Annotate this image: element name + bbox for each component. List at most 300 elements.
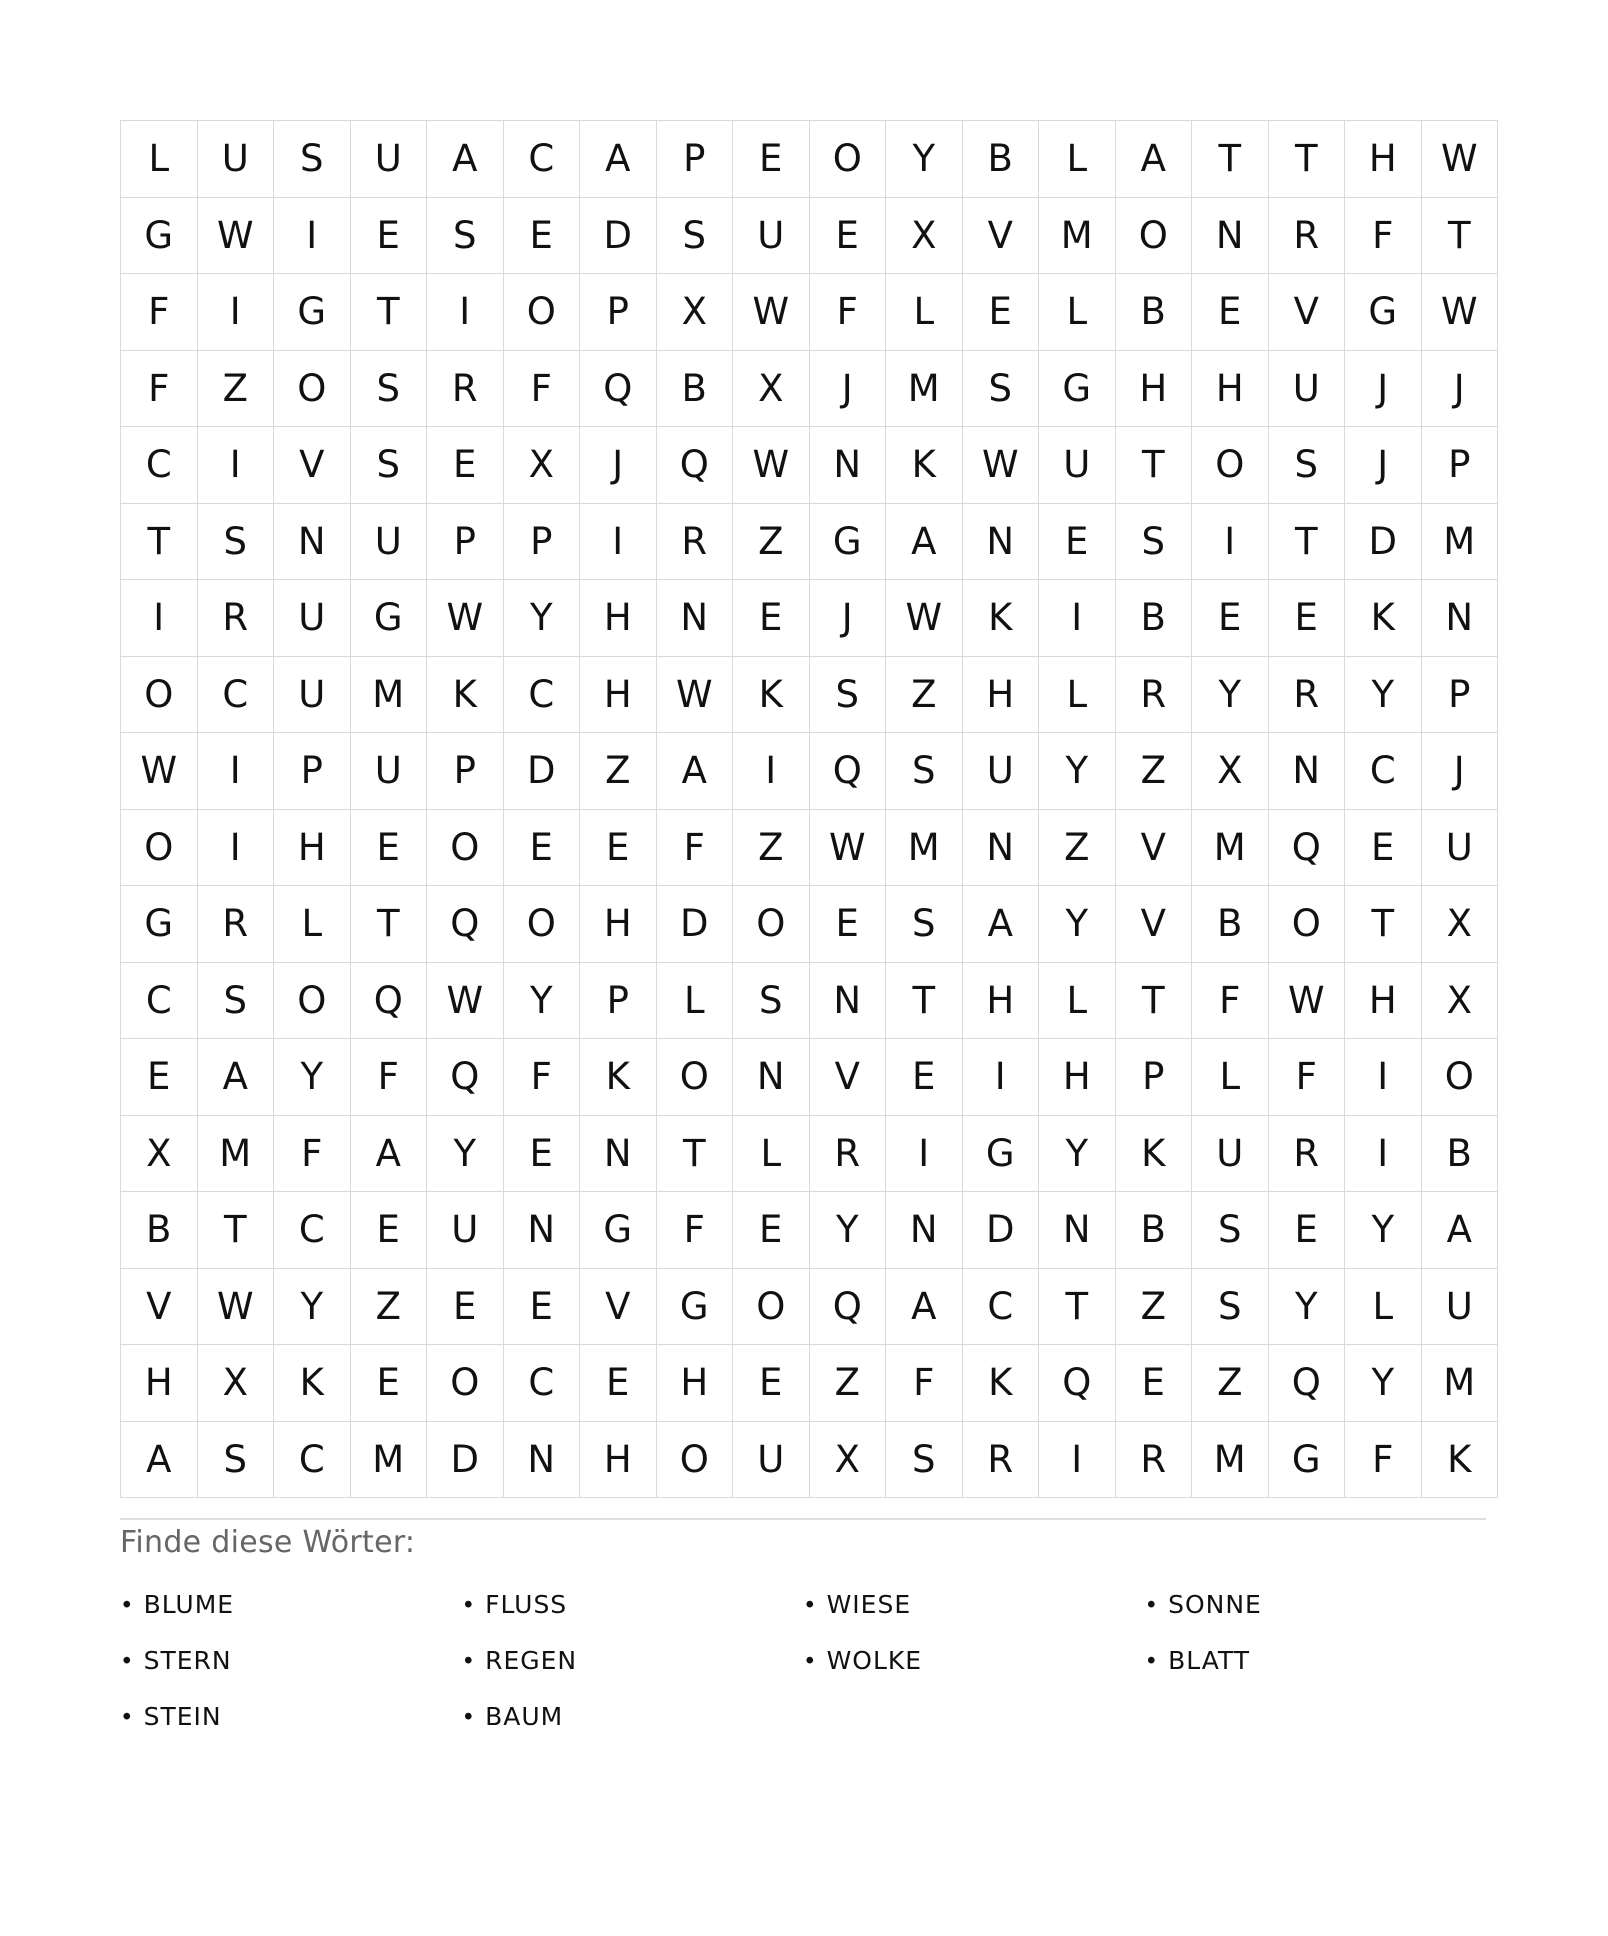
grid-cell[interactable]: U [1268, 350, 1345, 427]
grid-cell[interactable]: N [1421, 580, 1498, 657]
grid-cell[interactable]: O [733, 886, 810, 963]
grid-cell[interactable]: X [733, 350, 810, 427]
grid-cell[interactable]: I [274, 197, 351, 274]
grid-cell[interactable]: U [274, 656, 351, 733]
grid-cell[interactable]: G [1039, 350, 1116, 427]
grid-cell[interactable]: A [350, 1115, 427, 1192]
grid-cell[interactable]: U [1421, 809, 1498, 886]
grid-cell[interactable]: E [350, 1192, 427, 1269]
grid-cell[interactable]: K [733, 656, 810, 733]
grid-cell[interactable]: O [503, 274, 580, 351]
grid-cell[interactable]: I [580, 503, 657, 580]
grid-cell[interactable]: S [962, 350, 1039, 427]
grid-cell[interactable]: Z [733, 503, 810, 580]
grid-cell[interactable]: Y [427, 1115, 504, 1192]
grid-cell[interactable]: P [656, 121, 733, 198]
grid-cell[interactable]: F [503, 1039, 580, 1116]
grid-cell[interactable]: V [1115, 886, 1192, 963]
grid-cell[interactable]: E [886, 1039, 963, 1116]
grid-cell[interactable]: F [656, 1192, 733, 1269]
grid-cell[interactable]: P [503, 503, 580, 580]
grid-cell[interactable]: Z [733, 809, 810, 886]
grid-cell[interactable]: S [656, 197, 733, 274]
grid-cell[interactable]: G [1345, 274, 1422, 351]
grid-cell[interactable]: T [1345, 886, 1422, 963]
grid-cell[interactable]: J [580, 427, 657, 504]
grid-cell[interactable]: F [1345, 1421, 1422, 1498]
grid-cell[interactable]: X [809, 1421, 886, 1498]
grid-cell[interactable]: Y [1345, 1345, 1422, 1422]
grid-cell[interactable]: F [274, 1115, 351, 1192]
grid-cell[interactable]: V [1115, 809, 1192, 886]
grid-cell[interactable]: O [1115, 197, 1192, 274]
grid-cell[interactable]: Z [350, 1268, 427, 1345]
grid-cell[interactable]: K [580, 1039, 657, 1116]
grid-cell[interactable]: E [580, 1345, 657, 1422]
grid-cell[interactable]: W [733, 427, 810, 504]
grid-cell[interactable]: S [197, 503, 274, 580]
grid-cell[interactable]: E [121, 1039, 198, 1116]
grid-cell[interactable]: N [1192, 197, 1269, 274]
grid-cell[interactable]: E [427, 427, 504, 504]
grid-cell[interactable]: Y [1039, 886, 1116, 963]
grid-cell[interactable]: X [197, 1345, 274, 1422]
grid-cell[interactable]: E [1039, 503, 1116, 580]
grid-cell[interactable]: R [809, 1115, 886, 1192]
grid-cell[interactable]: Y [1268, 1268, 1345, 1345]
grid-cell[interactable]: E [1268, 1192, 1345, 1269]
grid-cell[interactable]: H [580, 580, 657, 657]
grid-cell[interactable]: E [503, 197, 580, 274]
grid-cell[interactable]: Z [580, 733, 657, 810]
grid-cell[interactable]: D [427, 1421, 504, 1498]
grid-cell[interactable]: R [1268, 1115, 1345, 1192]
grid-cell[interactable]: I [427, 274, 504, 351]
grid-cell[interactable]: S [197, 1421, 274, 1498]
grid-cell[interactable]: L [1192, 1039, 1269, 1116]
grid-cell[interactable]: N [503, 1421, 580, 1498]
grid-cell[interactable]: E [733, 1345, 810, 1422]
grid-cell[interactable]: J [809, 580, 886, 657]
grid-cell[interactable]: F [656, 809, 733, 886]
grid-cell[interactable]: F [121, 274, 198, 351]
grid-cell[interactable]: T [656, 1115, 733, 1192]
grid-cell[interactable]: E [427, 1268, 504, 1345]
grid-cell[interactable]: L [1039, 656, 1116, 733]
grid-cell[interactable]: A [197, 1039, 274, 1116]
grid-cell[interactable]: I [1192, 503, 1269, 580]
grid-cell[interactable]: E [733, 121, 810, 198]
grid-cell[interactable]: R [197, 580, 274, 657]
grid-cell[interactable]: U [1421, 1268, 1498, 1345]
grid-cell[interactable]: I [1345, 1115, 1422, 1192]
grid-cell[interactable]: A [886, 503, 963, 580]
grid-cell[interactable]: K [962, 580, 1039, 657]
grid-cell[interactable]: E [733, 580, 810, 657]
grid-cell[interactable]: M [1421, 1345, 1498, 1422]
grid-cell[interactable]: L [886, 274, 963, 351]
grid-cell[interactable]: H [962, 962, 1039, 1039]
grid-cell[interactable]: P [580, 962, 657, 1039]
grid-cell[interactable]: H [1345, 121, 1422, 198]
grid-cell[interactable]: H [580, 886, 657, 963]
grid-cell[interactable]: A [121, 1421, 198, 1498]
grid-cell[interactable]: W [427, 962, 504, 1039]
grid-cell[interactable]: S [809, 656, 886, 733]
grid-cell[interactable]: C [1345, 733, 1422, 810]
grid-cell[interactable]: O [809, 121, 886, 198]
grid-cell[interactable]: U [733, 1421, 810, 1498]
grid-cell[interactable]: I [121, 580, 198, 657]
grid-cell[interactable]: U [197, 121, 274, 198]
grid-cell[interactable]: J [1421, 733, 1498, 810]
grid-cell[interactable]: J [1345, 350, 1422, 427]
grid-cell[interactable]: G [809, 503, 886, 580]
grid-cell[interactable]: F [1345, 197, 1422, 274]
grid-cell[interactable]: V [962, 197, 1039, 274]
grid-cell[interactable]: C [503, 1345, 580, 1422]
grid-cell[interactable]: M [1039, 197, 1116, 274]
grid-cell[interactable]: V [580, 1268, 657, 1345]
grid-cell[interactable]: G [580, 1192, 657, 1269]
grid-cell[interactable]: N [733, 1039, 810, 1116]
grid-cell[interactable]: T [350, 274, 427, 351]
grid-cell[interactable]: I [197, 733, 274, 810]
grid-cell[interactable]: O [1192, 427, 1269, 504]
grid-cell[interactable]: Q [427, 886, 504, 963]
grid-cell[interactable]: A [886, 1268, 963, 1345]
grid-cell[interactable]: G [350, 580, 427, 657]
grid-cell[interactable]: T [886, 962, 963, 1039]
grid-cell[interactable]: W [733, 274, 810, 351]
grid-cell[interactable]: S [886, 886, 963, 963]
grid-cell[interactable]: L [1039, 962, 1116, 1039]
grid-cell[interactable]: P [274, 733, 351, 810]
grid-cell[interactable]: N [656, 580, 733, 657]
grid-cell[interactable]: V [274, 427, 351, 504]
grid-cell[interactable]: X [1192, 733, 1269, 810]
grid-cell[interactable]: L [1039, 121, 1116, 198]
grid-cell[interactable]: R [1115, 656, 1192, 733]
grid-cell[interactable]: W [197, 1268, 274, 1345]
grid-cell[interactable]: W [656, 656, 733, 733]
grid-cell[interactable]: Y [274, 1268, 351, 1345]
grid-cell[interactable]: A [962, 886, 1039, 963]
grid-cell[interactable]: B [1421, 1115, 1498, 1192]
grid-cell[interactable]: E [350, 1345, 427, 1422]
grid-cell[interactable]: E [733, 1192, 810, 1269]
grid-cell[interactable]: H [1039, 1039, 1116, 1116]
grid-cell[interactable]: Q [656, 427, 733, 504]
grid-cell[interactable]: T [1115, 427, 1192, 504]
grid-cell[interactable]: Y [1345, 656, 1422, 733]
grid-cell[interactable]: M [197, 1115, 274, 1192]
grid-cell[interactable]: P [580, 274, 657, 351]
grid-cell[interactable]: J [809, 350, 886, 427]
grid-cell[interactable]: U [350, 121, 427, 198]
grid-cell[interactable]: B [1115, 1192, 1192, 1269]
grid-cell[interactable]: N [962, 809, 1039, 886]
grid-cell[interactable]: O [656, 1421, 733, 1498]
grid-cell[interactable]: E [809, 886, 886, 963]
grid-cell[interactable]: Z [1192, 1345, 1269, 1422]
grid-cell[interactable]: M [1192, 809, 1269, 886]
grid-cell[interactable]: Z [197, 350, 274, 427]
grid-cell[interactable]: N [809, 962, 886, 1039]
grid-cell[interactable]: E [580, 809, 657, 886]
grid-cell[interactable]: C [274, 1192, 351, 1269]
grid-cell[interactable]: M [1192, 1421, 1269, 1498]
grid-cell[interactable]: M [350, 656, 427, 733]
grid-cell[interactable]: I [1039, 580, 1116, 657]
grid-cell[interactable]: S [1192, 1192, 1269, 1269]
grid-cell[interactable]: C [121, 427, 198, 504]
grid-cell[interactable]: E [503, 809, 580, 886]
grid-cell[interactable]: D [503, 733, 580, 810]
grid-cell[interactable]: W [197, 197, 274, 274]
grid-cell[interactable]: Z [1039, 809, 1116, 886]
grid-cell[interactable]: O [274, 350, 351, 427]
grid-cell[interactable]: H [580, 1421, 657, 1498]
grid-cell[interactable]: Y [1039, 733, 1116, 810]
grid-cell[interactable]: E [1192, 274, 1269, 351]
grid-cell[interactable]: P [1421, 656, 1498, 733]
grid-cell[interactable]: X [1421, 962, 1498, 1039]
grid-cell[interactable]: U [733, 197, 810, 274]
grid-cell[interactable]: N [809, 427, 886, 504]
grid-cell[interactable]: L [733, 1115, 810, 1192]
grid-cell[interactable]: R [1115, 1421, 1192, 1498]
grid-cell[interactable]: K [1345, 580, 1422, 657]
grid-cell[interactable]: E [350, 197, 427, 274]
grid-cell[interactable]: C [503, 121, 580, 198]
grid-cell[interactable]: E [503, 1268, 580, 1345]
grid-cell[interactable]: O [503, 886, 580, 963]
grid-cell[interactable]: T [1192, 121, 1269, 198]
grid-cell[interactable]: G [1268, 1421, 1345, 1498]
grid-cell[interactable]: Q [809, 1268, 886, 1345]
grid-cell[interactable]: L [274, 886, 351, 963]
grid-cell[interactable]: Y [1039, 1115, 1116, 1192]
grid-cell[interactable]: Y [1192, 656, 1269, 733]
grid-cell[interactable]: T [1268, 121, 1345, 198]
grid-cell[interactable]: B [1115, 580, 1192, 657]
grid-cell[interactable]: R [1268, 197, 1345, 274]
grid-cell[interactable]: X [886, 197, 963, 274]
grid-cell[interactable]: X [121, 1115, 198, 1192]
grid-cell[interactable]: K [1115, 1115, 1192, 1192]
grid-cell[interactable]: U [274, 580, 351, 657]
grid-cell[interactable]: N [1268, 733, 1345, 810]
grid-cell[interactable]: E [962, 274, 1039, 351]
grid-cell[interactable]: T [1115, 962, 1192, 1039]
grid-cell[interactable]: A [580, 121, 657, 198]
grid-cell[interactable]: R [1268, 656, 1345, 733]
grid-cell[interactable]: Y [1345, 1192, 1422, 1269]
grid-cell[interactable]: S [733, 962, 810, 1039]
grid-cell[interactable]: U [427, 1192, 504, 1269]
grid-cell[interactable]: O [121, 809, 198, 886]
grid-cell[interactable]: E [350, 809, 427, 886]
grid-cell[interactable]: A [427, 121, 504, 198]
grid-cell[interactable]: G [121, 197, 198, 274]
grid-cell[interactable]: I [197, 274, 274, 351]
grid-cell[interactable]: U [1192, 1115, 1269, 1192]
grid-cell[interactable]: G [656, 1268, 733, 1345]
grid-cell[interactable]: X [656, 274, 733, 351]
grid-cell[interactable]: A [1115, 121, 1192, 198]
grid-cell[interactable]: P [427, 733, 504, 810]
grid-cell[interactable]: L [656, 962, 733, 1039]
grid-cell[interactable]: N [503, 1192, 580, 1269]
grid-cell[interactable]: U [350, 733, 427, 810]
grid-cell[interactable]: I [962, 1039, 1039, 1116]
grid-cell[interactable]: Z [1115, 1268, 1192, 1345]
grid-cell[interactable]: F [1268, 1039, 1345, 1116]
grid-cell[interactable]: H [1115, 350, 1192, 427]
grid-cell[interactable]: Q [427, 1039, 504, 1116]
grid-cell[interactable]: G [962, 1115, 1039, 1192]
grid-cell[interactable]: R [656, 503, 733, 580]
grid-cell[interactable]: F [503, 350, 580, 427]
grid-cell[interactable]: E [1115, 1345, 1192, 1422]
grid-cell[interactable]: V [121, 1268, 198, 1345]
grid-cell[interactable]: N [580, 1115, 657, 1192]
grid-cell[interactable]: Z [886, 656, 963, 733]
grid-cell[interactable]: W [809, 809, 886, 886]
grid-cell[interactable]: H [656, 1345, 733, 1422]
grid-cell[interactable]: L [1345, 1268, 1422, 1345]
grid-cell[interactable]: D [1345, 503, 1422, 580]
grid-cell[interactable]: P [427, 503, 504, 580]
grid-cell[interactable]: F [350, 1039, 427, 1116]
grid-cell[interactable]: S [886, 1421, 963, 1498]
grid-cell[interactable]: G [121, 886, 198, 963]
grid-cell[interactable]: F [1192, 962, 1269, 1039]
grid-cell[interactable]: I [197, 809, 274, 886]
grid-cell[interactable]: W [121, 733, 198, 810]
grid-cell[interactable]: I [886, 1115, 963, 1192]
grid-cell[interactable]: W [427, 580, 504, 657]
grid-cell[interactable]: Y [886, 121, 963, 198]
grid-cell[interactable]: R [427, 350, 504, 427]
grid-cell[interactable]: T [1039, 1268, 1116, 1345]
grid-cell[interactable]: W [886, 580, 963, 657]
grid-cell[interactable]: V [809, 1039, 886, 1116]
grid-cell[interactable]: I [1345, 1039, 1422, 1116]
grid-cell[interactable]: C [197, 656, 274, 733]
grid-cell[interactable]: O [121, 656, 198, 733]
grid-cell[interactable]: O [427, 809, 504, 886]
grid-cell[interactable]: Q [1268, 1345, 1345, 1422]
grid-cell[interactable]: P [1115, 1039, 1192, 1116]
grid-cell[interactable]: Z [1115, 733, 1192, 810]
grid-cell[interactable]: K [1421, 1421, 1498, 1498]
grid-cell[interactable]: Q [580, 350, 657, 427]
grid-cell[interactable]: S [1268, 427, 1345, 504]
grid-cell[interactable]: E [503, 1115, 580, 1192]
grid-cell[interactable]: M [886, 809, 963, 886]
grid-cell[interactable]: F [809, 274, 886, 351]
grid-cell[interactable]: K [962, 1345, 1039, 1422]
grid-cell[interactable]: O [733, 1268, 810, 1345]
grid-cell[interactable]: T [1268, 503, 1345, 580]
grid-cell[interactable]: O [427, 1345, 504, 1422]
grid-cell[interactable]: X [503, 427, 580, 504]
grid-cell[interactable]: L [121, 121, 198, 198]
grid-cell[interactable]: W [1421, 274, 1498, 351]
grid-cell[interactable]: T [197, 1192, 274, 1269]
grid-cell[interactable]: S [350, 350, 427, 427]
grid-cell[interactable]: O [656, 1039, 733, 1116]
grid-cell[interactable]: T [1421, 197, 1498, 274]
grid-cell[interactable]: I [197, 427, 274, 504]
grid-cell[interactable]: I [733, 733, 810, 810]
grid-cell[interactable]: C [503, 656, 580, 733]
grid-cell[interactable]: S [427, 197, 504, 274]
grid-cell[interactable]: O [1421, 1039, 1498, 1116]
grid-cell[interactable]: V [1268, 274, 1345, 351]
grid-cell[interactable]: O [1268, 886, 1345, 963]
grid-cell[interactable]: H [274, 809, 351, 886]
grid-cell[interactable]: N [274, 503, 351, 580]
grid-cell[interactable]: S [274, 121, 351, 198]
grid-cell[interactable]: M [886, 350, 963, 427]
grid-cell[interactable]: J [1421, 350, 1498, 427]
grid-cell[interactable]: B [1115, 274, 1192, 351]
grid-cell[interactable]: F [886, 1345, 963, 1422]
grid-cell[interactable]: A [656, 733, 733, 810]
grid-cell[interactable]: R [197, 886, 274, 963]
grid-cell[interactable]: S [350, 427, 427, 504]
grid-cell[interactable]: H [121, 1345, 198, 1422]
grid-cell[interactable]: F [121, 350, 198, 427]
grid-cell[interactable]: K [427, 656, 504, 733]
grid-cell[interactable]: S [1192, 1268, 1269, 1345]
grid-cell[interactable]: S [1115, 503, 1192, 580]
grid-cell[interactable]: U [350, 503, 427, 580]
grid-cell[interactable]: Q [1039, 1345, 1116, 1422]
grid-cell[interactable]: Y [809, 1192, 886, 1269]
grid-cell[interactable]: N [1039, 1192, 1116, 1269]
grid-cell[interactable]: C [962, 1268, 1039, 1345]
grid-cell[interactable]: Y [503, 580, 580, 657]
grid-cell[interactable]: H [962, 656, 1039, 733]
grid-cell[interactable]: X [1421, 886, 1498, 963]
grid-cell[interactable]: E [1268, 580, 1345, 657]
grid-cell[interactable]: S [886, 733, 963, 810]
grid-cell[interactable]: J [1345, 427, 1422, 504]
grid-cell[interactable]: D [656, 886, 733, 963]
grid-cell[interactable]: N [962, 503, 1039, 580]
grid-cell[interactable]: E [809, 197, 886, 274]
grid-cell[interactable]: H [580, 656, 657, 733]
grid-cell[interactable]: B [656, 350, 733, 427]
grid-cell[interactable]: B [1192, 886, 1269, 963]
grid-cell[interactable]: K [886, 427, 963, 504]
grid-cell[interactable]: H [1345, 962, 1422, 1039]
grid-cell[interactable]: K [274, 1345, 351, 1422]
grid-cell[interactable]: W [1421, 121, 1498, 198]
grid-cell[interactable]: U [962, 733, 1039, 810]
grid-cell[interactable]: H [1192, 350, 1269, 427]
grid-cell[interactable]: U [1039, 427, 1116, 504]
grid-cell[interactable]: Z [809, 1345, 886, 1422]
grid-cell[interactable]: W [1268, 962, 1345, 1039]
grid-cell[interactable]: C [121, 962, 198, 1039]
grid-cell[interactable]: Y [274, 1039, 351, 1116]
grid-cell[interactable]: R [962, 1421, 1039, 1498]
